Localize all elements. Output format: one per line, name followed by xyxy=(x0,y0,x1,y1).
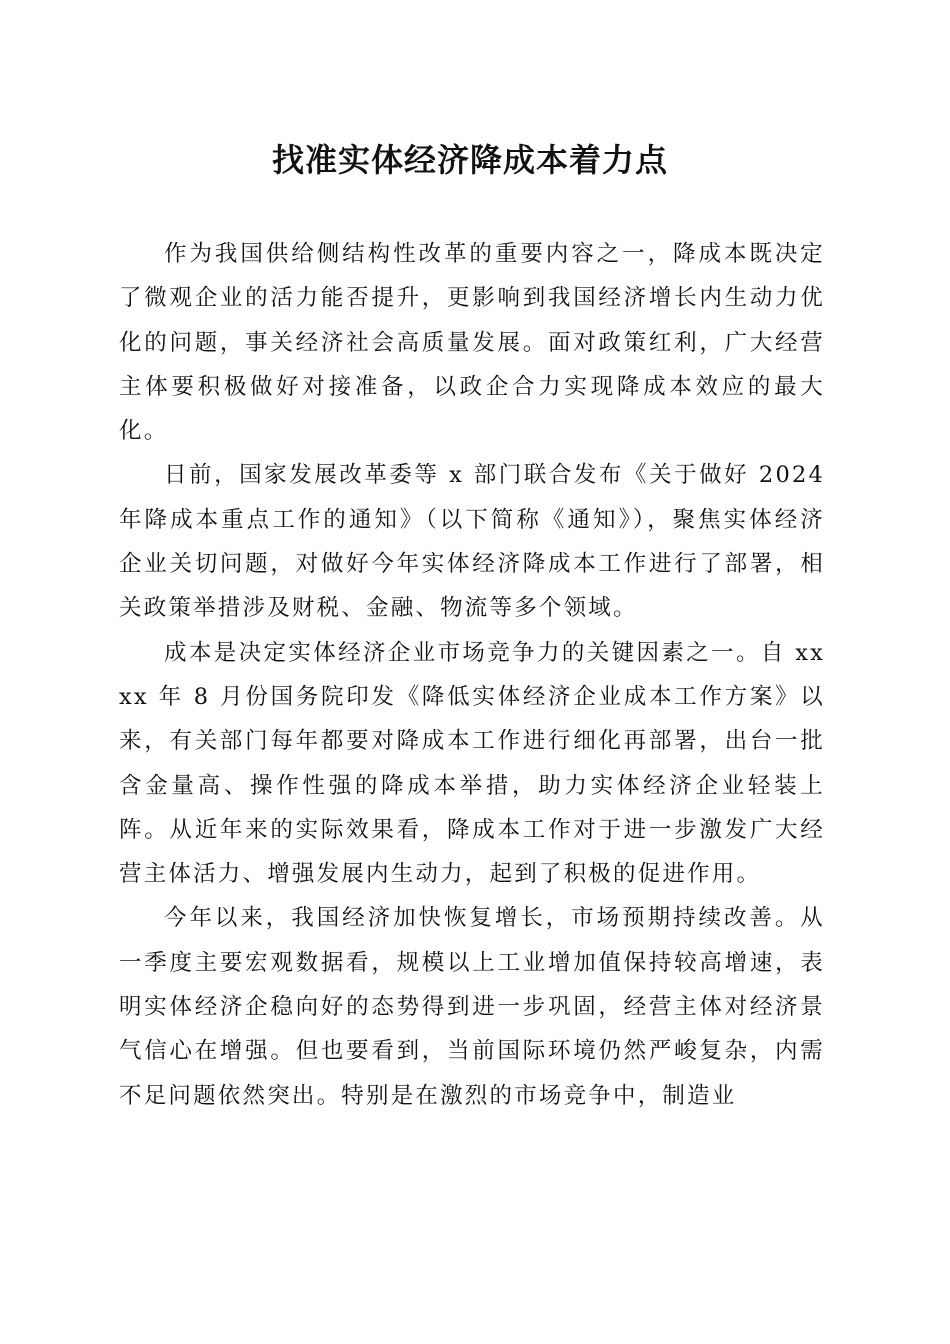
document-title: 找准实体经济降成本着力点 xyxy=(271,141,668,179)
document-body xyxy=(119,232,825,1118)
paragraph: 今年以来，我国经济加快恢复增长，市场预期持续改善。从一季度主要宏观数据看，规模以上工业增加值保持较高增速，表明实体经济企稳向好的态势得到进一步巩固，经营主体对经济景气信心在增强。但也要看到，当前国际环境仍然严峻复杂，内需不足问题依然突出。特别是在激烈的市场竞争中，制造业 xyxy=(119,905,825,1109)
paragraph: 成本是决定实体经济企业市场竞争力的关键因素之一。自 xxxx 年 8 月份国务院印发《降低实体经济企业成本工作方案》以来，有关部门每年都要对降成本工作进行细化再部署，出台一批含金量高、操作性强的降成本举措，助力实体经济企业轻装上阵。从近年来的实际效果看，降成本工作对于进一步激发广大经营主体活力、增强发展内生动力，起到了积极的促进作用。 xyxy=(119,639,825,888)
paragraph: 作为我国供给侧结构性改革的重要内容之一，降成本既决定了微观企业的活力能否提升，更影响到我国经济增长内生动力优化的问题，事关经济社会高质量发展。面对政策红利，广大经营主体要积极做好对接准备，以政企合力实现降成本效应的最大化。 xyxy=(119,241,825,445)
paragraph: 日前，国家发展改革委等 x 部门联合发布《关于做好 2024 年降成本重点工作的通知》（以下简称《通知》），聚焦实体经济企业关切问题，对做好今年实体经济降成本工作进行了部署，相关政策举措涉及财税、金融、物流等多个领域。 xyxy=(119,462,825,622)
